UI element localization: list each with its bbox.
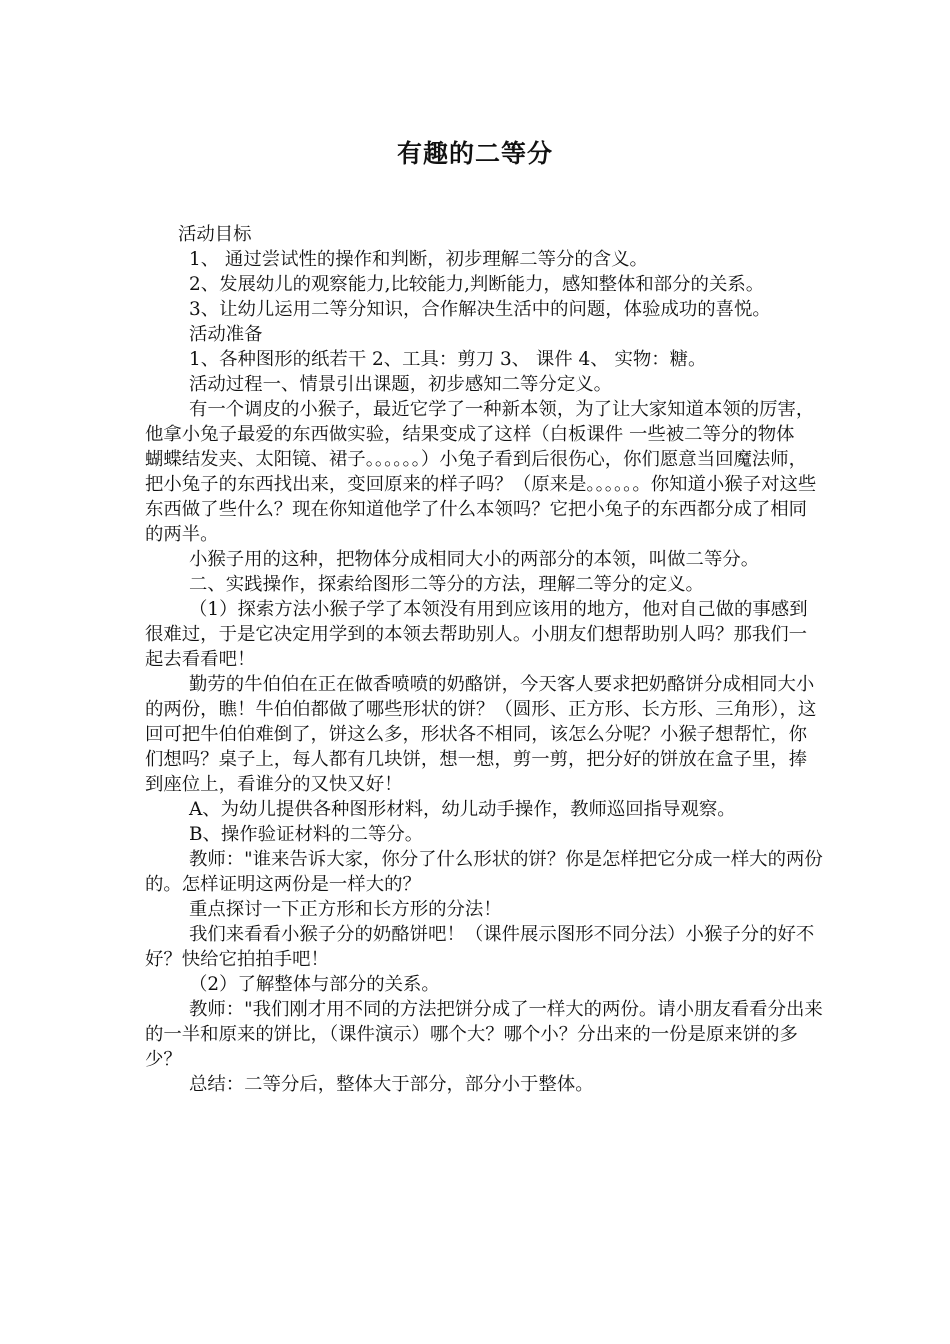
paragraph: 有一个调皮的小猴子，最近它学了一种新本领，为了让大家知道本领的厉害，他拿小兔子最爱的东西做实验，结果变成了这样（白板课件 一些被二等分的物体 蝴蝶结发夹、太阳镜、裙子。。。。。。）小兔子看到后很伤心，你们愿意当回魔法师，把小兔子的东西找出来，变回原来的样子吗？（原来是。。。。。。你知道小猴子对这些东西做了些什么？现在你知道他学了什么本领吗？它把小兔子的东西都分成了相同的两半。 (145, 399, 817, 545)
paragraph: 1、 通过尝试性的操作和判断，初步理解二等分的含义。 (189, 249, 648, 270)
paragraph: 重点探讨一下正方形和长方形的分法！ (189, 899, 502, 920)
paragraph: 活动准备 (189, 324, 263, 345)
paragraph: 活动过程一、情景引出课题，初步感知二等分定义。 (189, 374, 612, 395)
paragraph: A、为幼儿提供各种图形材料，幼儿动手操作，教师巡回指导观察。 (189, 799, 736, 820)
paragraph: 总结：二等分后，整体大于部分，部分小于整体。 (189, 1074, 594, 1095)
document-body (145, 222, 825, 1097)
paragraph: 活动目标 (178, 224, 252, 245)
paragraph: 2、发展幼儿的观察能力,比较能力,判断能力，感知整体和部分的关系。 (189, 274, 765, 295)
paragraph: 勤劳的牛伯伯在正在做香喷喷的奶酪饼，今天客人要求把奶酪饼分成相同大小的两份，瞧！牛伯伯都做了哪些形状的饼？（圆形、正方形、长方形、三角形），这回可把牛伯伯难倒了，饼这么多，形状各不相同，该怎么分呢？小猴子想帮忙，你们想吗？桌子上，每人都有几块饼，想一想，剪一剪，把分好的饼放在盒子里，捧到座位上，看谁分的又快又好！ (145, 674, 817, 795)
paragraph: （1）探索方法小猴子学了本领没有用到应该用的地方，他对自己做的事感到很难过，于是它决定用学到的本领去帮助别人。小朋友们想帮助别人吗？那我们一起去看看吧！ (145, 599, 808, 670)
paragraph: 我们来看看小猴子分的奶酪饼吧！（课件展示图形不同分法）小猴子分的好不好？快给它拍拍手吧！ (145, 924, 815, 970)
paragraph: 教师："谁来告诉大家，你分了什么形状的饼？你是怎样把它分成一样大的两份的。怎样证明这两份是一样大的？ (145, 849, 823, 895)
paragraph: B、操作验证材料的二等分。 (189, 824, 424, 845)
paragraph: 3、让幼儿运用二等分知识，合作解决生活中的问题，体验成功的喜悦。 (189, 299, 771, 320)
paragraph: 小猴子用的这种，把物体分成相同大小的两部分的本领，叫做二等分。 (189, 549, 760, 570)
paragraph: （2）了解整体与部分的关系。 (189, 974, 440, 995)
document-title: 有趣的二等分 (396, 139, 553, 168)
paragraph: 二、实践操作，探索给图形二等分的方法，理解二等分的定义。 (189, 574, 704, 595)
paragraph: 1、各种图形的纸若干 2、工具：剪刀 3、 课件 4、 实物：糖。 (189, 349, 707, 370)
paragraph: 教师："我们刚才用不同的方法把饼分成了一样大的两份。请小朋友看看分出来的一半和原来的饼比，（课件演示）哪个大？哪个小？分出来的一份是原来饼的多少？ (145, 999, 823, 1070)
